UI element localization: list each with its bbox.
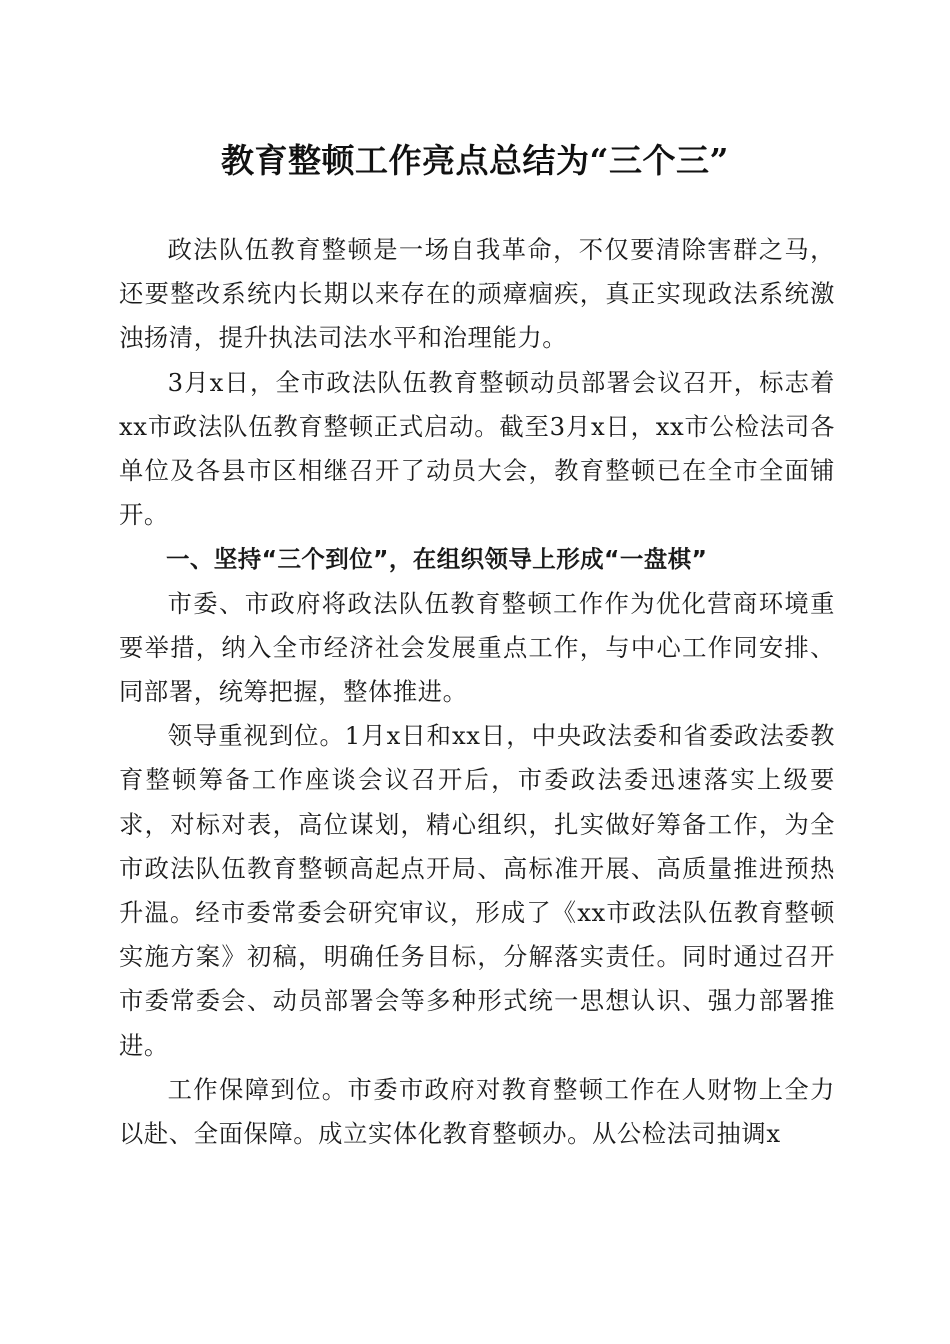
paragraph-section-1-intro: 市委、市政府将政法队伍教育整顿工作作为优化营商环境重要举措，纳入全市经济社会发展重点工作，与中心工作同安排、同部署，统筹把握，整体推进。 (119, 588, 835, 707)
paragraph-leadership: 领导重视到位。1月x日和xx日，中央政法委和省委政法委教育整顿筹备工作座谈会议召开后，市委政法委迅速落实上级要求，对标对表，高位谋划，精心组织，扎实做好筹备工作，为全市政法队伍教育整顿高起点开局、高标准开展、高质量推进预热升温。经市委常委会研究审议，形成了《xx市政法队伍教育整顿实施方案》初稿，明确任务目标，分解落实责任。同时通过召开市委常委会、动员部署会等多种形式统一思想认识、强力部署推进。 (119, 721, 835, 1060)
document-body (119, 228, 835, 1156)
document-title: 教育整顿工作亮点总结为“三个三” (221, 141, 729, 180)
section-heading-1: 一、坚持“三个到位”，在组织领导上形成“一盘棋” (166, 545, 708, 574)
paragraph-launch: 3月x日，全市政法队伍教育整顿动员部署会议召开，标志着xx市政法队伍教育整顿正式启动。截至3月x日，xx市公检法司各单位及各县市区相继召开了动员大会，教育整顿已在全市全面铺开。 (119, 367, 835, 530)
paragraph-work-guarantee: 工作保障到位。市委市政府对教育整顿工作在人财物上全力以赴、全面保障。成立实体化教育整顿办。从公检法司抽调x (119, 1074, 835, 1149)
paragraph-intro: 政法队伍教育整顿是一场自我革命，不仅要清除害群之马，还要整改系统内长期以来存在的顽瘴痼疾，真正实现政法系统激浊扬清，提升执法司法水平和治理能力。 (119, 235, 835, 353)
